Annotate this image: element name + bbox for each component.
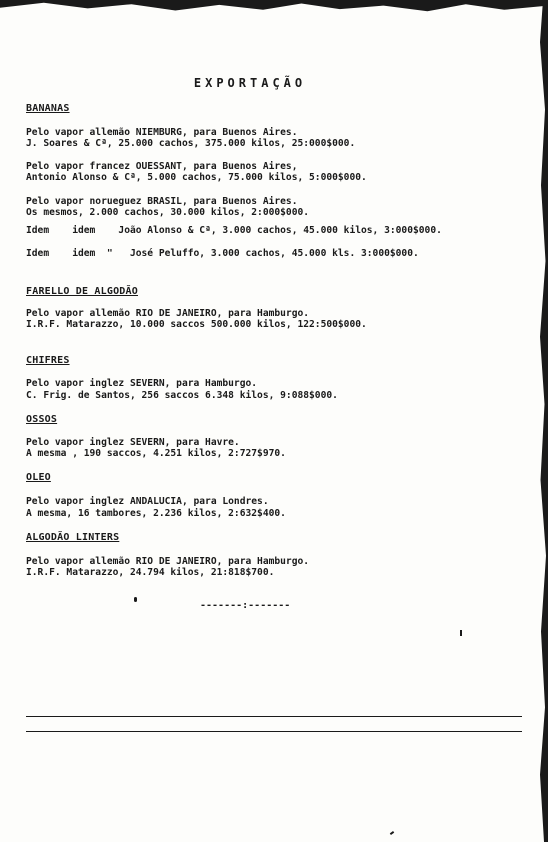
text-line: I.R.F. Matarazzo, 10.000 saccos 500.000 kilos, 122:500$000. [26, 319, 367, 330]
text-line: I.R.F. Matarazzo, 24.794 kilos, 21:818$700. [26, 567, 275, 578]
text-line: Pelo vapor inglez ANDALUCIA, para Londres. [26, 496, 269, 507]
ink-speck [134, 597, 137, 602]
text-line: Pelo vapor inglez SEVERN, para Havre. [26, 437, 240, 448]
section-heading-ossos: OSSOS [26, 414, 58, 425]
section-heading-chifres: CHIFRES [26, 355, 70, 366]
section-heading-bananas: BANANAS [26, 103, 70, 114]
ink-speck [460, 630, 462, 636]
torn-right-edge [538, 0, 548, 842]
text-line: Os mesmos, 2.000 cachos, 30.000 kilos, 2:000$000. [26, 207, 310, 218]
text-line: Pelo vapor francez OUESSANT, para Buenos Aires, [26, 161, 298, 172]
text-line: Pelo vapor allemão RIO DE JANEIRO, para Hamburgo. [26, 556, 310, 567]
text-line: Antonio Alonso & Cª, 5.000 cachos, 75.000 kilos, 5:000$000. [26, 172, 367, 183]
text-line: Pelo vapor allemão RIO DE JANEIRO, para Hamburgo. [26, 308, 310, 319]
section-heading-oleo: OLEO [26, 472, 51, 483]
text-line: C. Frig. de Santos, 256 saccos 6.348 kilos, 9:088$000. [26, 390, 338, 401]
section-separator: -------:------- [200, 600, 291, 611]
section-heading-algodao-linters: ALGODÃO LINTERS [26, 532, 120, 543]
text-line: Pelo vapor inglez SEVERN, para Hamburgo. [26, 378, 258, 389]
section-heading-farello: FARELLO DE ALGODÃO [26, 286, 138, 297]
text-line: Pelo vapor allemão NIEMBURG, para Buenos Aires. [26, 127, 298, 138]
text-line: A mesma, 16 tambores, 2.236 kilos, 2:632$400. [26, 508, 286, 519]
text-line: Idem idem João Alonso & Cª, 3.000 cachos, 45.000 kilos, 3:000$000. [26, 225, 442, 236]
ink-speck [390, 831, 394, 835]
text-line: J. Soares & Cª, 25.000 cachos, 375.000 kilos, 25:000$000. [26, 138, 356, 149]
torn-top-edge [0, 0, 548, 14]
text-line: Pelo vapor norueguez BRASIL, para Buenos Aires. [26, 196, 298, 207]
text-line: Idem idem " José Peluffo, 3.000 cachos, 45.000 kls. 3:000$000. [26, 248, 419, 259]
horizontal-rule [26, 731, 522, 732]
horizontal-rule [26, 716, 522, 717]
text-line: A mesma , 190 saccos, 4.251 kilos, 2:727$970. [26, 448, 286, 459]
page-title: EXPORTAÇÃO [193, 76, 307, 90]
